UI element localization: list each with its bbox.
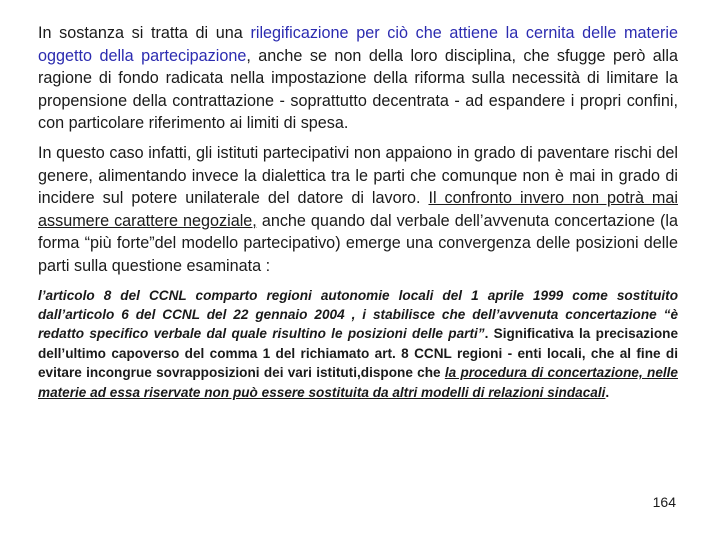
page-number: 164	[652, 494, 676, 510]
quote-text-c: .	[605, 384, 610, 400]
paragraph-2-text-b: anche quando dal verbale dell’avvenuta concertazione (la forma “più forte”del modello partecipativo) emerge una convergenza delle posizioni delle parti sulla questione esaminata :	[38, 211, 678, 275]
paragraph-1-highlight: rilegificazione per ciò che attiene la cernita delle materie oggetto della partecipazione	[38, 24, 678, 65]
quote-italic-1: “è redatto specifico verbale dal quale risultino le posizioni delle parti”	[38, 306, 678, 342]
paragraph-2	[38, 142, 678, 278]
slide-body	[38, 22, 678, 416]
quote-text-a: l’articolo 8 del CCNL comparto regioni autonomie locali del 1 aprile 1999 come sostituito dall’articolo 6 del CCNL del 22 gennaio 2004 , i stabilisce che dell’avvenuta concertazione	[38, 287, 678, 322]
paragraph-1-text-a: In sostanza si tratta di una	[38, 24, 251, 42]
quoted-article	[38, 286, 678, 402]
quote-text-b: . Significativa la precisazione dell’ultimo capoverso del comma 1 del richiamato art. 8 CCNL regioni - enti locali, che al fine di evitare incongrue sovrapposizioni dei vari istituti,dispone che	[38, 326, 679, 381]
paragraph-1-text-b: , anche se non della loro disciplina, che sfugge però alla ragione di fondo radicata nella impostazione della riforma sulla necessità di limitare la propensione della contrattazione - soprattutto decentrata - ad espandere i propri confini, con particolare riferimento ai limiti di spesa.	[38, 46, 678, 133]
paragraph-2-underlined: Il confronto invero non potrà mai assumere carattere negoziale,	[38, 189, 679, 230]
paragraph-1	[38, 22, 678, 135]
paragraph-2-text-a: In questo caso infatti, gli istituti partecipativi non appaiono in grado di paventare rischi del genere, alimentando invece la dialettica tra le parti che comunque non è mai in grado di incidere sul potere unilaterale del datore di lavoro.	[38, 143, 678, 208]
quote-italic-2: la procedura di concertazione, nelle materie ad essa riservate non può essere sostituita da altri modelli di relazioni sindacali	[38, 365, 678, 400]
